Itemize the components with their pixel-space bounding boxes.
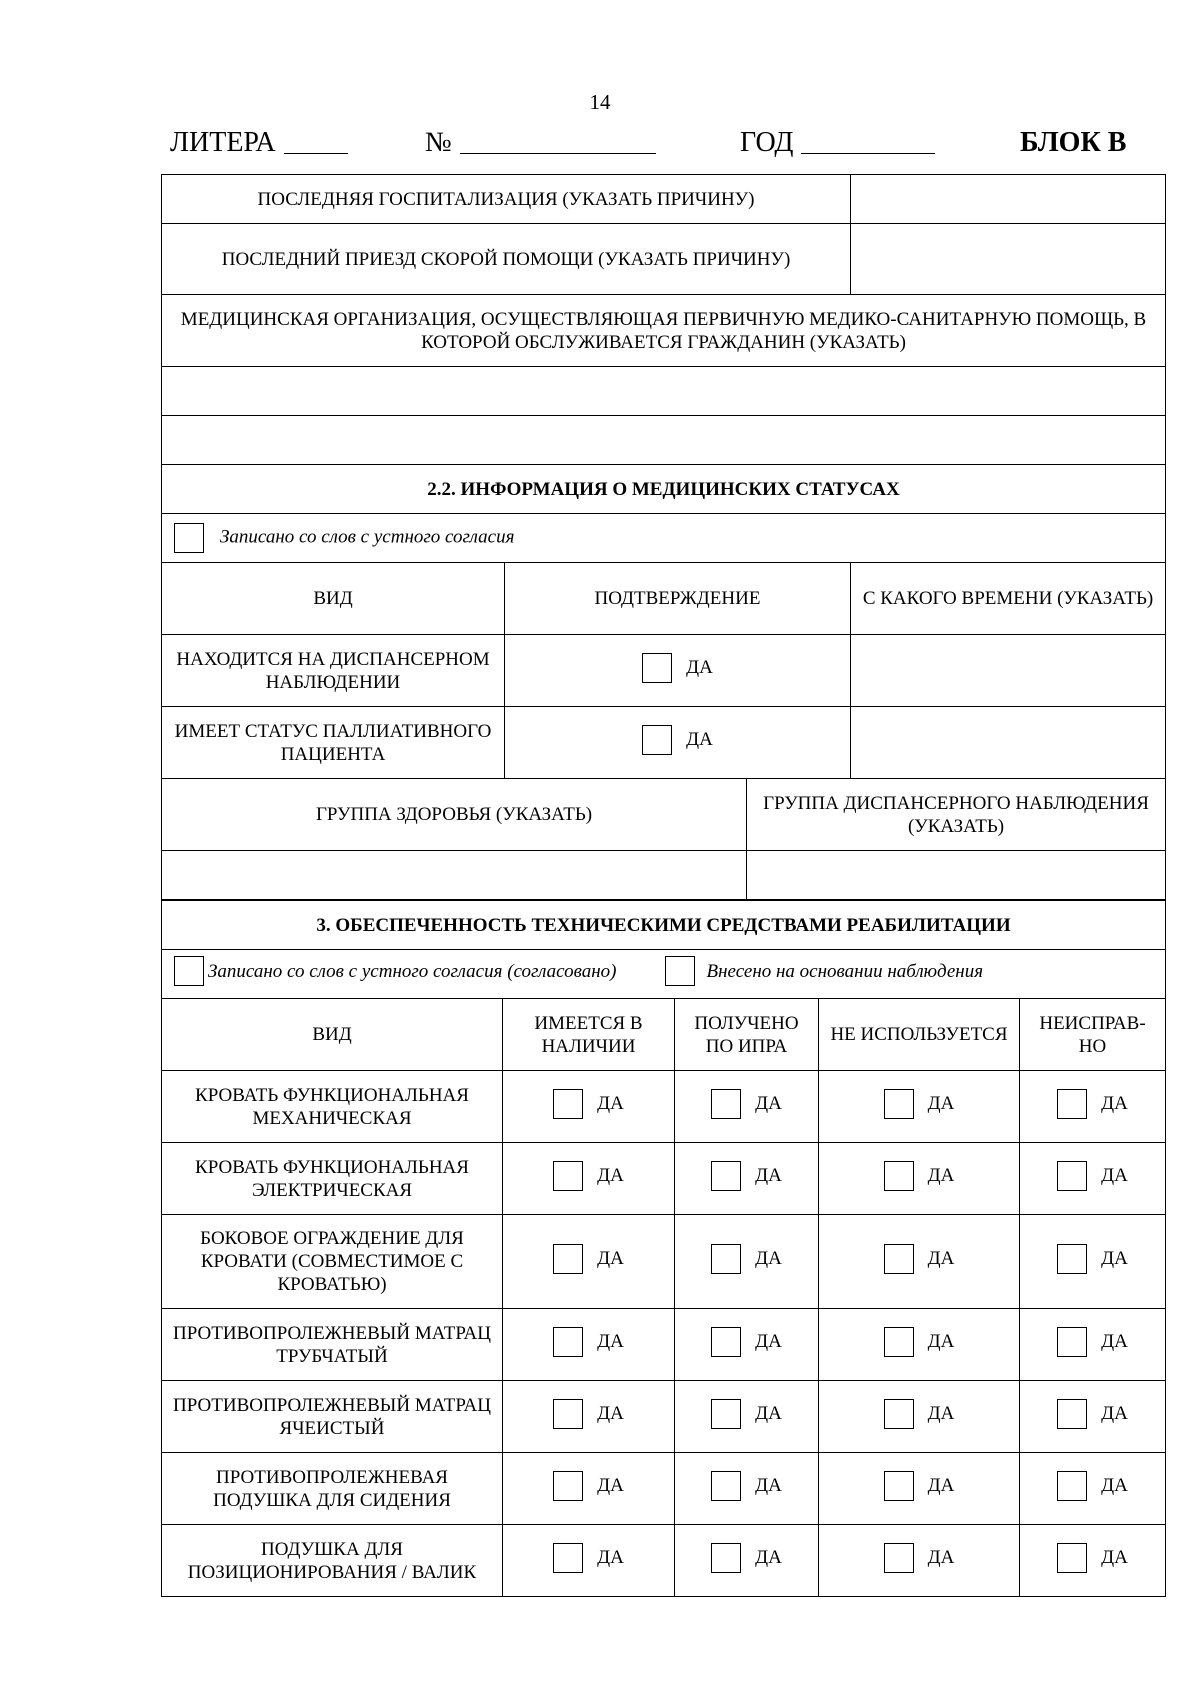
rehab-unused-cell (819, 1143, 1020, 1215)
dispensary-yes-checkbox[interactable] (642, 653, 672, 683)
rehab-unused-cell (819, 1381, 1020, 1453)
rehab-ipra-cell (675, 1215, 819, 1309)
section-3-observation-note: Внесено на основании наблюдения (706, 960, 984, 982)
rehab-unused-yes-label: ДА (927, 1475, 955, 1496)
rehab-item-label: КРОВАТЬ ФУНКЦИОНАЛЬНАЯ МЕХАНИЧЕСКАЯ (162, 1071, 503, 1143)
rehab-available-yes-label: ДА (597, 1475, 624, 1496)
rehab-ipra-cell (675, 1453, 819, 1525)
rehab-ipra-yes-label: ДА (755, 1475, 782, 1496)
rehab-unused-checkbox[interactable] (884, 1089, 914, 1119)
number-input-line[interactable] (460, 127, 656, 154)
section-3-consent-checkbox[interactable] (174, 956, 204, 986)
rehab-ipra-checkbox[interactable] (711, 1161, 741, 1191)
rehab-unused-cell (819, 1525, 1020, 1597)
status-header-type: ВИД (162, 563, 505, 635)
table-row (162, 1525, 1166, 1597)
status-header-since: С КАКОГО ВРЕМЕНИ (УКАЗАТЬ) (851, 563, 1166, 635)
rehab-ipra-cell (675, 1525, 819, 1597)
rehab-ipra-yes-label: ДА (755, 1331, 782, 1352)
rehab-faulty-checkbox[interactable] (1057, 1244, 1087, 1274)
palliative-since-field[interactable] (851, 707, 1166, 779)
rehab-header-ipra: ПОЛУЧЕНО ПО ИПРА (675, 999, 819, 1071)
rehab-ipra-cell (675, 1071, 819, 1143)
rehab-faulty-cell (1020, 1453, 1166, 1525)
rehab-ipra-yes-label: ДА (755, 1403, 782, 1424)
rehab-unused-yes-label: ДА (927, 1165, 955, 1186)
rehab-unused-checkbox[interactable] (884, 1244, 914, 1274)
section-3-title: 3. ОБЕСПЕЧЕННОСТЬ ТЕХНИЧЕСКИМИ СРЕДСТВАМИ РЕАБИЛИТАЦИИ (162, 901, 1166, 950)
palliative-yes-label: ДА (686, 729, 713, 750)
rehab-faulty-yes-label: ДА (1101, 1547, 1128, 1568)
rehab-available-checkbox[interactable] (553, 1327, 583, 1357)
rehab-item-label: ПРОТИВОПРОЛЕЖНЕВАЯ ПОДУШКА ДЛЯ СИДЕНИЯ (162, 1453, 503, 1525)
rehab-faulty-cell (1020, 1309, 1166, 1381)
rehab-header-faulty: НЕИСПРАВ-НО (1020, 999, 1166, 1071)
rehab-available-cell (503, 1143, 675, 1215)
rehab-ipra-yes-label: ДА (755, 1165, 782, 1186)
rehab-item-label: БОКОВОЕ ОГРАЖДЕНИЕ ДЛЯ КРОВАТИ (СОВМЕСТИМОЕ С КРОВАТЬЮ) (162, 1215, 503, 1309)
section-3-consent-note: Записано со слов с устного согласия (согласовано) (208, 960, 617, 982)
rehab-faulty-checkbox[interactable] (1057, 1471, 1087, 1501)
rehab-item-label: КРОВАТЬ ФУНКЦИОНАЛЬНАЯ ЭЛЕКТРИЧЕСКАЯ (162, 1143, 503, 1215)
rehab-ipra-yes-label: ДА (755, 1093, 782, 1114)
rehab-available-cell (503, 1525, 675, 1597)
rehab-header-type: ВИД (162, 999, 503, 1071)
rehab-available-cell (503, 1453, 675, 1525)
rehab-unused-cell (819, 1071, 1020, 1143)
rehab-faulty-cell (1020, 1071, 1166, 1143)
rehab-faulty-cell (1020, 1215, 1166, 1309)
rehab-unused-yes-label: ДА (927, 1093, 955, 1114)
table-row (162, 1453, 1166, 1525)
number-field[interactable] (425, 127, 452, 159)
rehab-faulty-yes-label: ДА (1101, 1331, 1128, 1352)
form-header (170, 127, 1170, 167)
rehab-ipra-checkbox[interactable] (711, 1089, 741, 1119)
rehab-available-cell (503, 1215, 675, 1309)
dispensary-status-confirm (505, 635, 851, 707)
consent-checkbox[interactable] (174, 523, 204, 553)
rehab-available-checkbox[interactable] (553, 1244, 583, 1274)
rehab-faulty-checkbox[interactable] (1057, 1399, 1087, 1429)
rehab-available-checkbox[interactable] (553, 1089, 583, 1119)
rehab-unused-yes-label: ДА (927, 1403, 955, 1424)
rehab-available-checkbox[interactable] (553, 1161, 583, 1191)
status-header-confirmation: ПОДТВЕРЖДЕНИЕ (505, 563, 851, 635)
dispensary-since-field[interactable] (851, 635, 1166, 707)
section-3-observation-checkbox[interactable] (665, 956, 695, 986)
rehab-available-yes-label: ДА (597, 1331, 624, 1352)
rehab-ipra-cell (675, 1309, 819, 1381)
rehab-faulty-yes-label: ДА (1101, 1165, 1128, 1186)
rehab-faulty-cell (1020, 1381, 1166, 1453)
rehab-item-label: ПРОТИВОПРОЛЕЖНЕВЫЙ МАТРАЦ ТРУБЧАТЫЙ (162, 1309, 503, 1381)
rehab-ipra-checkbox[interactable] (711, 1244, 741, 1274)
year-field[interactable] (740, 127, 793, 159)
rehab-unused-yes-label: ДА (927, 1547, 955, 1568)
dispensary-status-label: НАХОДИТСЯ НА ДИСПАНСЕРНОМ НАБЛЮДЕНИИ (162, 635, 505, 707)
rehab-available-yes-label: ДА (597, 1093, 624, 1114)
rehab-ipra-yes-label: ДА (755, 1248, 782, 1269)
rehab-available-yes-label: ДА (597, 1547, 624, 1568)
rehab-ipra-checkbox[interactable] (711, 1471, 741, 1501)
rehab-unused-yes-label: ДА (927, 1248, 955, 1269)
table-row (162, 1215, 1166, 1309)
dispensary-yes-label: ДА (686, 657, 713, 678)
table-row (162, 1309, 1166, 1381)
section-2-2-title: 2.2. ИНФОРМАЦИЯ О МЕДИЦИНСКИХ СТАТУСАХ (162, 465, 1166, 514)
rehab-unused-checkbox[interactable] (884, 1327, 914, 1357)
rehab-available-cell (503, 1381, 675, 1453)
table-row (162, 1381, 1166, 1453)
number-label: № (425, 127, 452, 158)
rehab-unused-checkbox[interactable] (884, 1543, 914, 1573)
rehab-available-checkbox[interactable] (553, 1543, 583, 1573)
palliative-status-label: ИМЕЕТ СТАТУС ПАЛЛИАТИВНОГО ПАЦИЕНТА (162, 707, 505, 779)
litera-label: ЛИТЕРА (170, 127, 276, 158)
rehab-unused-yes-label: ДА (927, 1331, 955, 1352)
rehab-faulty-yes-label: ДА (1101, 1093, 1128, 1114)
palliative-status-confirm (505, 707, 851, 779)
rehab-ipra-checkbox[interactable] (711, 1327, 741, 1357)
rehab-available-checkbox[interactable] (553, 1399, 583, 1429)
dispensary-group-field[interactable] (747, 851, 1166, 900)
rehab-unused-checkbox[interactable] (884, 1471, 914, 1501)
rehab-available-yes-label: ДА (597, 1165, 624, 1186)
medical-org-field-1[interactable] (162, 367, 1166, 416)
block-label: БЛОК В (1020, 127, 1127, 158)
section-2-2-consent-row (162, 514, 1166, 563)
table-row (162, 1071, 1166, 1143)
rehab-means-table (161, 900, 1166, 1597)
rehab-faulty-checkbox[interactable] (1057, 1161, 1087, 1191)
rehab-ipra-cell (675, 1143, 819, 1215)
dispensary-group-label: ГРУППА ДИСПАНСЕРНОГО НАБЛЮДЕНИЯ (УКАЗАТЬ) (747, 779, 1166, 851)
rehab-item-label: ПРОТИВОПРОЛЕЖНЕВЫЙ МАТРАЦ ЯЧЕИСТЫЙ (162, 1381, 503, 1453)
medical-org-label: МЕДИЦИНСКАЯ ОРГАНИЗАЦИЯ, ОСУЩЕСТВЛЯЮЩАЯ ПЕРВИЧНУЮ МЕДИКО-САНИТАРНУЮ ПОМОЩЬ, В КОТОРОЙ ОБСЛУЖИВАЕТСЯ ГРАЖДАНИН (УКАЗАТЬ) (162, 295, 1166, 367)
medical-org-field-2[interactable] (162, 416, 1166, 465)
table-row (162, 1143, 1166, 1215)
rehab-ipra-yes-label: ДА (755, 1547, 782, 1568)
rehab-available-yes-label: ДА (597, 1248, 624, 1269)
rehab-unused-cell (819, 1309, 1020, 1381)
rehab-unused-checkbox[interactable] (884, 1161, 914, 1191)
palliative-yes-checkbox[interactable] (642, 725, 672, 755)
rehab-available-cell (503, 1309, 675, 1381)
rehab-available-cell (503, 1071, 675, 1143)
year-label: ГОД (740, 127, 794, 158)
last-ambulance-field[interactable] (851, 224, 1166, 295)
section-3-notes-row (162, 950, 1166, 999)
rehab-unused-cell (819, 1453, 1020, 1525)
rehab-faulty-yes-label: ДА (1101, 1248, 1128, 1269)
medical-info-table (161, 174, 1166, 900)
page-number: 14 (589, 90, 611, 114)
rehab-faulty-checkbox[interactable] (1057, 1327, 1087, 1357)
rehab-faulty-checkbox[interactable] (1057, 1089, 1087, 1119)
rehab-available-checkbox[interactable] (553, 1471, 583, 1501)
litera-field[interactable] (170, 127, 276, 159)
rehab-ipra-cell (675, 1381, 819, 1453)
last-hospitalization-label: ПОСЛЕДНЯЯ ГОСПИТАЛИЗАЦИЯ (УКАЗАТЬ ПРИЧИНУ) (162, 175, 851, 224)
rehab-unused-checkbox[interactable] (884, 1399, 914, 1429)
year-input-line[interactable] (801, 127, 935, 154)
rehab-item-label: ПОДУШКА ДЛЯ ПОЗИЦИОНИРОВАНИЯ / ВАЛИК (162, 1525, 503, 1597)
rehab-ipra-checkbox[interactable] (711, 1399, 741, 1429)
last-hospitalization-field[interactable] (851, 175, 1166, 224)
last-ambulance-label: ПОСЛЕДНИЙ ПРИЕЗД СКОРОЙ ПОМОЩИ (УКАЗАТЬ ПРИЧИНУ) (162, 224, 851, 295)
rehab-faulty-checkbox[interactable] (1057, 1543, 1087, 1573)
rehab-ipra-checkbox[interactable] (711, 1543, 741, 1573)
litera-input-line[interactable] (284, 127, 348, 154)
rehab-faulty-yes-label: ДА (1101, 1403, 1128, 1424)
health-group-label: ГРУППА ЗДОРОВЬЯ (УКАЗАТЬ) (162, 779, 747, 851)
rehab-faulty-cell (1020, 1143, 1166, 1215)
rehab-unused-cell (819, 1215, 1020, 1309)
health-group-field[interactable] (162, 851, 747, 900)
rehab-faulty-yes-label: ДА (1101, 1475, 1128, 1496)
rehab-header-available: ИМЕЕТСЯ В НАЛИЧИИ (503, 999, 675, 1071)
rehab-header-unused: НЕ ИСПОЛЬЗУЕТСЯ (819, 999, 1020, 1071)
rehab-faulty-cell (1020, 1525, 1166, 1597)
consent-note: Записано со слов с устного согласия (220, 526, 515, 548)
rehab-available-yes-label: ДА (597, 1403, 624, 1424)
